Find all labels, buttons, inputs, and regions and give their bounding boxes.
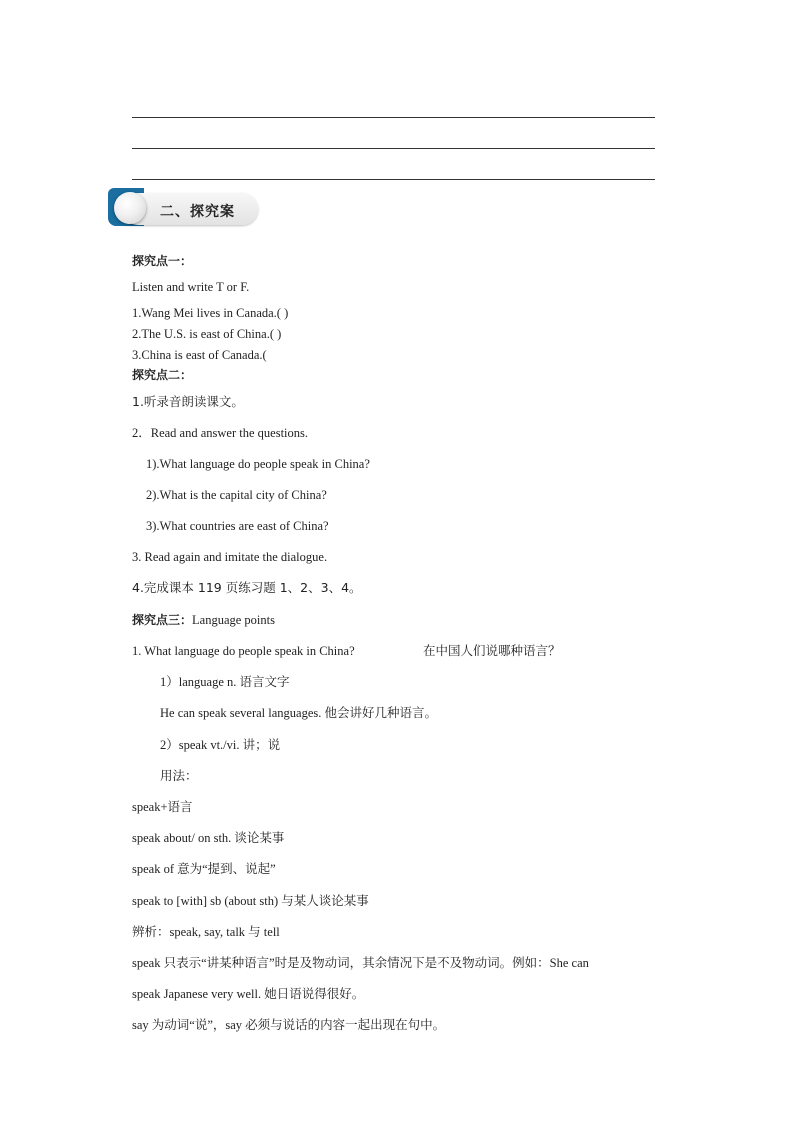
answer-line-3 [132,179,655,180]
point-two-heading: 探究点二： [132,368,193,382]
point-two-question-3: 3).What countries are east of China? [146,519,329,533]
answer-line-2 [132,148,655,149]
point-three-question-en: 1. What language do people speak in China? [132,644,355,658]
point-two-question-1: 1).What language do people speak in China? [146,457,370,471]
usage-3: speak of 意为“提到、说起” [132,862,276,876]
point-one-instruction: Listen and write T or F. [132,280,250,294]
point-two-item-1: 1.听录音朗读课文。 [132,394,244,409]
point-two-item-2: 2．Read and answer the questions. [132,426,309,440]
point-two-item-4: 4.完成课本 119 页练习题 1、2、3、4。 [132,580,362,595]
section-title: 二、探究案 [160,204,235,220]
section-badge [108,188,260,228]
point-one-question-2: 2.The U.S. is east of China.( ) [132,327,282,341]
speak-note-1: speak 只表示“讲某种语言”时是及物动词，其余情况下是不及物动词。例如：She can [132,956,589,970]
speak-definition: 2）speak vt./vi. 讲；说 [160,738,281,752]
point-one-question-1: 1.Wang Mei lives in Canada.( ) [132,306,289,320]
usage-1: speak+语言 [132,800,193,814]
usage-4: speak to [with] sb (about sth) 与某人谈论某事 [132,894,369,908]
point-three-heading: 探究点三： [132,613,193,627]
point-two-item-3: 3. Read again and imitate the dialogue. [132,550,328,564]
point-one-question-3: 3.China is east of Canada.( [132,348,267,362]
language-example: He can speak several languages. 他会讲好几种语言。 [160,706,438,720]
speak-note-2: speak Japanese very well. 她日语说得很好。 [132,987,365,1001]
answer-line-1 [132,117,655,118]
point-three-question-cn: 在中国人们说哪种语言？ [423,643,561,658]
point-two-question-2: 2).What is the capital city of China? [146,488,327,502]
point-three-heading-line [132,612,275,628]
badge-circle-icon [114,192,146,224]
analysis-heading: 辨析：speak, say, talk 与 tell [132,925,280,939]
usage-2: speak about/ on sth. 谈论某事 [132,831,285,845]
language-definition: 1）language n. 语言文字 [160,675,290,689]
point-three-heading-en: Language points [192,613,275,627]
say-note: say 为动词“说”，say 必须与说话的内容一起出现在句中。 [132,1018,446,1032]
point-one-heading: 探究点一： [132,254,193,268]
usage-label: 用法： [160,768,198,783]
